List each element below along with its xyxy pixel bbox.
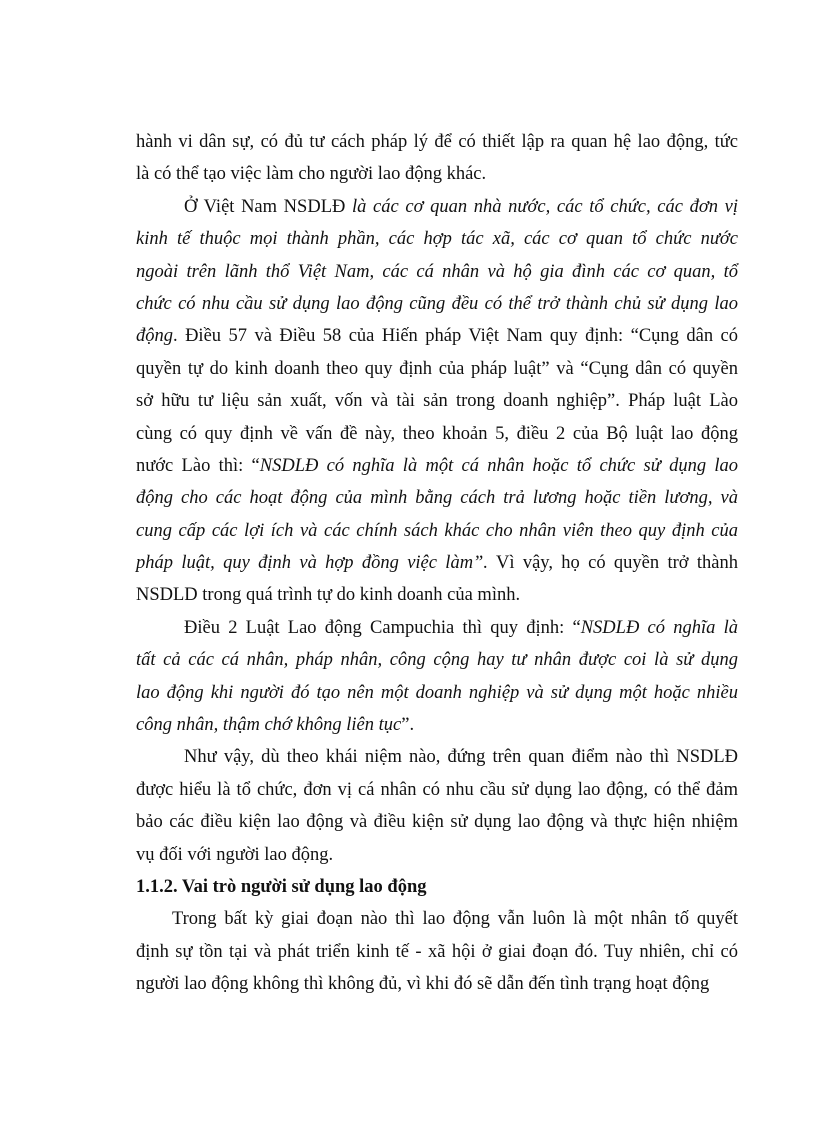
text-run: . Điều 57 và Điều 58 của Hiến pháp Việt Nam quy định: “Cụng dân có [173, 326, 738, 347]
paragraph-line [136, 806, 738, 838]
text-run: là có thể tạo việc làm cho người lao động khác. [136, 164, 487, 185]
paragraph-line [136, 288, 738, 320]
italic-text: NSDLĐ có nghĩa là một cá nhân hoặc tổ chức sử dụng lao [259, 455, 738, 476]
text-run: Điều 2 Luật Lao động Campuchia thì quy định: “ [184, 617, 581, 638]
paragraph-line [136, 191, 738, 223]
text-run: vụ đối với người lao động. [136, 844, 334, 865]
italic-text: cung cấp các lợi ích và các chính sách khác cho nhân viên theo quy định của [136, 520, 738, 541]
text-run: NSDLD trong quá trình tự do kinh doanh của mình. [136, 585, 521, 606]
text-run: Vì vậy, họ có quyền trở thành [487, 553, 738, 574]
paragraph-line [136, 547, 738, 579]
paragraph-p1 [136, 126, 738, 191]
document-page [136, 126, 738, 1001]
paragraph-line [136, 385, 738, 417]
paragraph-line [136, 644, 738, 676]
paragraph-line [136, 450, 738, 482]
paragraph-line [136, 774, 738, 806]
paragraph-line [136, 320, 738, 352]
body-text [136, 126, 738, 871]
paragraph-line [136, 158, 738, 190]
text-run: quyền tự do kinh doanh theo quy định của pháp luật” và “Cụng dân có quyền [136, 358, 738, 379]
paragraph-line [136, 482, 738, 514]
text-run: Ở Việt Nam NSDLĐ [184, 196, 353, 217]
text-run: hành vi dân sự, có đủ tư cách pháp lý để có thiết lập ra quan hệ lao động, tức [136, 132, 738, 152]
section-heading: 1.1.2. Vai trò người sử dụng lao động [136, 876, 427, 897]
paragraph-line [136, 353, 738, 385]
paragraph-line [136, 126, 738, 158]
italic-text: pháp luật, quy định và hợp đồng việc làm”. [136, 553, 488, 574]
paragraph-line: định sự tồn tại và phát triển kinh tế - xã hội ở giai đoạn đó. Tuy nhiên, chỉ có [136, 941, 738, 962]
italic-text: tất cả các cá nhân, pháp nhân, công cộng hay tư nhân được coi là sử dụng [136, 650, 738, 671]
paragraph-p3 [136, 612, 738, 742]
paragraph-line [136, 709, 738, 741]
paragraph-line: người lao động không thì không đủ, vì khi đó sẽ dẫn đến tình trạng hoạt động [136, 974, 710, 995]
paragraph-line [136, 579, 738, 611]
paragraph-line [136, 741, 738, 773]
paragraph-line [136, 256, 738, 288]
text-run: ”. [401, 715, 415, 736]
italic-text: lao động khi người đó tạo nên một doanh nghiệp và sử dụng một hoặc nhiều [136, 682, 738, 703]
paragraph-line [136, 677, 738, 709]
italic-text: kinh tế thuộc mọi thành phần, các hợp tác xã, các cơ quan tổ chức nước [136, 229, 738, 250]
text-run: sở hữu tư liệu sản xuất, vốn và tài sản trong doanh nghiệp”. Pháp luật Lào [136, 391, 738, 412]
text-run: Như vậy, dù theo khái niệm nào, đứng trên quan điểm nào thì NSDLĐ [184, 747, 738, 768]
italic-text: động cho các hoạt động của mình bằng cách trả lương hoặc tiền lương, và [136, 488, 738, 509]
text-run: nước Lào thì: “ [136, 455, 260, 476]
paragraph-p4 [136, 741, 738, 871]
paragraph-line: Trong bất kỳ giai đoạn nào thì lao động vẫn luôn là một nhân tố quyết [172, 909, 738, 930]
italic-text: là các cơ quan nhà nước, các tổ chức, các đơn vị [352, 196, 738, 217]
italic-text: chức có nhu cầu sử dụng lao động cũng đều có thể trở thành chủ sử dụng lao [136, 293, 738, 314]
italic-text: NSDLĐ có nghĩa là [580, 617, 738, 638]
paragraph-line [136, 515, 738, 547]
text-run: được hiểu là tổ chức, đơn vị cá nhân có nhu cầu sử dụng lao động, có thể đảm [136, 779, 738, 800]
text-run: cùng có quy định về vấn đề này, theo khoản 5, điều 2 của Bộ luật lao động [136, 423, 738, 444]
italic-text: động [136, 326, 173, 347]
paragraph-line [136, 839, 738, 871]
paragraph-line [136, 223, 738, 255]
paragraph-p2 [136, 191, 738, 612]
paragraph-line [136, 418, 738, 450]
italic-text: ngoài trên lãnh thổ Việt Nam, các cá nhân và hộ gia đình các cơ quan, tổ [136, 261, 738, 282]
paragraph-vai-tro [136, 903, 738, 1000]
italic-text: công nhân, thậm chớ không liên tục [136, 715, 402, 736]
text-run: bảo các điều kiện lao động và điều kiện sử dụng lao động và thực hiện nhiệm [136, 812, 738, 833]
paragraph-line [136, 612, 738, 644]
